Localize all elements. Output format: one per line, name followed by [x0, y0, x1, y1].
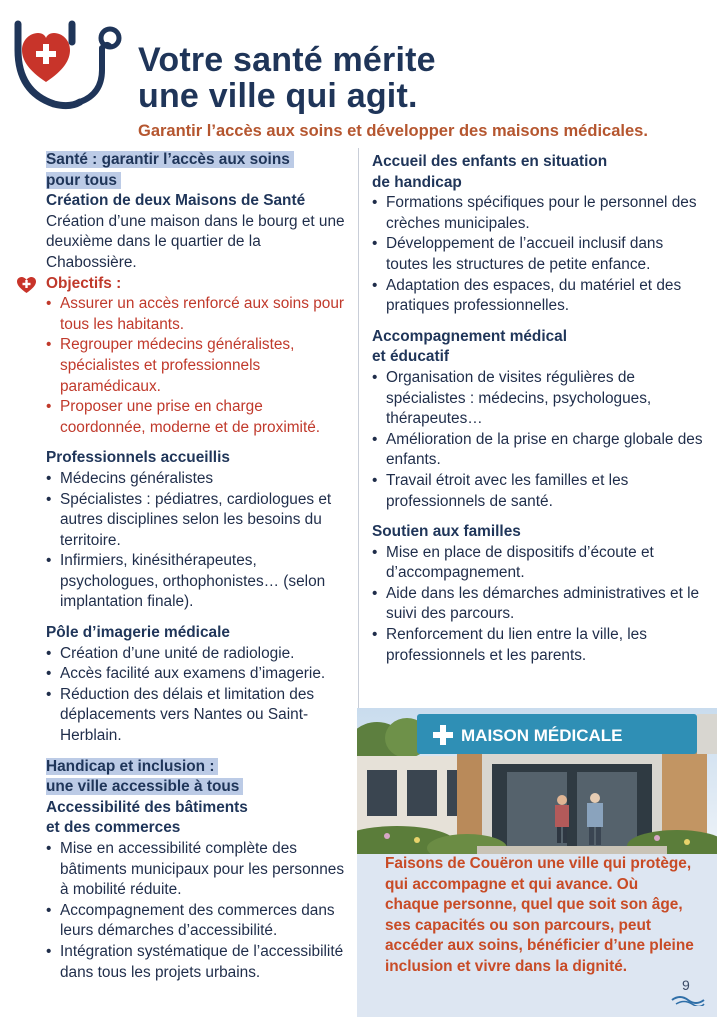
- accessibilite-list: [46, 839, 350, 983]
- column-divider: [358, 148, 359, 708]
- list-item: • Accompagnement des commerces dans leurs démarches d’accessibilité.: [46, 901, 350, 942]
- professionnels-heading: Professionnels accueillis: [46, 449, 230, 467]
- list-item: • Adaptation des espaces, du matériel et des pratiques professionnelles.: [372, 276, 708, 317]
- list-item: • Infirmiers, kinésithérapeutes, psychologues, orthophonistes… (selon implantation finale).: [46, 551, 350, 613]
- stethoscope-icon: [10, 20, 128, 132]
- list-item: • Aide dans les démarches administratives et le suivi des parcours.: [372, 584, 708, 625]
- handicap-heading-line-1: Handicap et inclusion :: [46, 758, 218, 775]
- accessibilite-heading-line-2: et des commerces: [46, 819, 181, 837]
- list-item: • Travail étroit avec les familles et les professionnels de santé.: [372, 471, 708, 512]
- accessibilite-heading-line-1: Accessibilité des bâtiments: [46, 798, 248, 816]
- list-item: • Mise en place de dispositifs d’écoute et d’accompagnement.: [372, 543, 708, 584]
- stethoscope-heart-logo: [10, 20, 128, 132]
- enfants-heading-line-2: de handicap: [372, 173, 462, 191]
- list-item: • Amélioration de la prise en charge globale des enfants.: [372, 430, 708, 471]
- title-line-1: Votre santé mérite: [138, 41, 436, 79]
- creation-heading: Création de deux Maisons de Santé: [46, 192, 306, 210]
- closing-quote: Faisons de Couëron une ville qui protège, qui accompagne et qui avance. Où chaque personne, quel que soit son âge, ses capacités ou son parcours, peut accéder aux soins, bénéficier d’une pleine inclusion et vivre dans la dignité.: [385, 855, 694, 975]
- sante-heading-line-1: Santé : garantir l’accès aux soins: [46, 151, 294, 168]
- imagerie-heading: Pôle d’imagerie médicale: [46, 624, 230, 642]
- sign-text: MAISON MÉDICALE: [461, 726, 623, 745]
- list-item: • Développement de l’accueil inclusif dans toutes les structures de petite enfance.: [372, 234, 708, 275]
- list-item: • Organisation de visites régulières de spécialistes : médecins, psychologues, thérapeutes…: [372, 368, 708, 430]
- list-item: • Regrouper médecins généralistes, spécialistes et professionnels paramédicaux.: [46, 335, 350, 397]
- list-item: • Mise en accessibilité complète des bâtiments municipaux pour les personnes à mobilité réduite.: [46, 839, 350, 901]
- medical-heading: [372, 327, 708, 368]
- list-item: • Proposer une prise en charge coordonnée, moderne et de proximité.: [46, 397, 350, 438]
- familles-heading: Soutien aux familles: [372, 523, 521, 541]
- page-number: 9: [682, 977, 690, 993]
- accessibilite-heading: [46, 798, 350, 839]
- enfants-heading: [372, 152, 708, 193]
- imagerie-list: [46, 644, 350, 747]
- page-subtitle: Garantir l’accès aux soins et développer des maisons médicales.: [138, 122, 648, 140]
- enfants-heading-line-1: Accueil des enfants en situation: [372, 153, 608, 170]
- handicap-heading: [46, 757, 350, 798]
- professionnels-list: [46, 469, 350, 613]
- creation-text: Création d’une maison dans le bourg et une deuxième dans le quartier de la Chabossière.: [46, 212, 345, 271]
- sante-heading-line-2: pour tous: [46, 172, 121, 189]
- objectifs-heading: [46, 274, 350, 295]
- title-line-2: une ville qui agit.: [138, 77, 418, 115]
- objectifs-list: [46, 294, 350, 438]
- list-item: • Réduction des délais et limitation des déplacements vers Nantes ou Saint-Herblain.: [46, 685, 350, 747]
- list-item: • Création d’une unité de radiologie.: [46, 644, 350, 665]
- list-item: • Formations spécifiques pour le personnel des crèches municipales.: [372, 193, 708, 234]
- right-column: [372, 152, 708, 666]
- list-item: • Intégration systématique de l’accessibilité dans tous les projets urbains.: [46, 942, 350, 983]
- page-title: [138, 42, 436, 114]
- wave-icon: [670, 994, 706, 1006]
- quote-box: [357, 854, 717, 1017]
- sante-heading: [46, 150, 350, 191]
- list-item: • Accès facilité aux examens d’imagerie.: [46, 664, 350, 685]
- enfants-list: [372, 193, 708, 317]
- handicap-heading-line-2: une ville accessible à tous: [46, 778, 243, 795]
- medical-list: [372, 368, 708, 512]
- maison-medicale-photo: [357, 708, 717, 854]
- heart-plus-icon: [16, 276, 37, 294]
- medical-heading-line-2: et éducatif: [372, 348, 449, 366]
- list-item: • Renforcement du lien entre la ville, les professionnels et les parents.: [372, 625, 708, 666]
- list-item: • Médecins généralistes: [46, 469, 350, 490]
- building-illustration: [357, 708, 717, 854]
- familles-list: [372, 543, 708, 667]
- objectifs-label: Objectifs :: [46, 274, 122, 292]
- list-item: • Assurer un accès renforcé aux soins pour tous les habitants.: [46, 294, 350, 335]
- medical-heading-line-1: Accompagnement médical: [372, 327, 568, 345]
- list-item: • Spécialistes : pédiatres, cardiologues et autres disciplines selon les besoins du territoire.: [46, 490, 350, 552]
- left-column: [46, 150, 350, 983]
